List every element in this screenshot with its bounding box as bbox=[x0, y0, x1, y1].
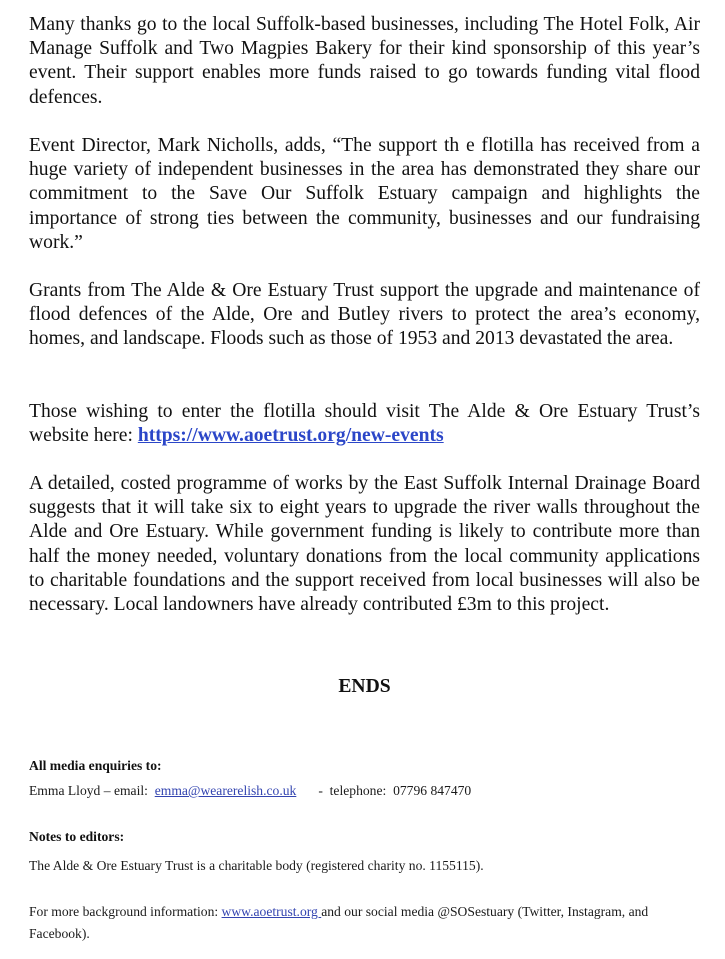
media-enquiries-heading: All media enquiries to: bbox=[29, 758, 162, 773]
new-events-link[interactable]: https://www.aoetrust.org/new-events bbox=[137, 425, 444, 447]
grants-paragraph: Grants from The Alde & Ore Estuary Trust support the upgrade and maintenance of flood defences of the Alde, Ore and Butley rivers to protect the area’s economy, homes, and landscape. Floods such as those of 1953 and 2013 devastated the area. bbox=[29, 280, 700, 350]
flotilla-entry-text: Those wishing to enter the flotilla should visit The Alde & Ore Estuary Trust’s website here: bbox=[29, 401, 700, 447]
flotilla-entry-paragraph bbox=[29, 400, 700, 448]
background-suffix: and our social media @SOSestuary (Twitter, Instagram, and Facebook). bbox=[29, 904, 649, 941]
ends-heading: ENDS bbox=[338, 676, 391, 697]
contact-email-link[interactable]: emma@wearerelish.co.uk bbox=[154, 783, 297, 798]
aoetrust-website-link[interactable]: www.aoetrust.org bbox=[221, 904, 322, 919]
contact-phone: - telephone: 07796 847470 bbox=[318, 783, 472, 798]
background-prefix: For more background information: bbox=[29, 904, 222, 919]
background-info-note bbox=[29, 901, 669, 945]
sponsors-paragraph: Many thanks go to the local Suffolk-based businesses, including The Hotel Folk, Air Manage Suffolk and Two Magpies Bakery for their kind sponsorship of this year’s event. Their support enables more funds raised to go towards funding vital flood defences. bbox=[29, 14, 700, 108]
contact-name: Emma Lloyd – email: bbox=[29, 783, 155, 798]
media-contact-line bbox=[29, 782, 471, 799]
charity-note: The Alde & Ore Estuary Trust is a charitable body (registered charity no. 1155115). bbox=[29, 858, 484, 873]
programme-paragraph: A detailed, costed programme of works by the East Suffolk Internal Drainage Board suggests that it will take six to eight years to upgrade the river walls throughout the Alde and Ore Estuary. While government funding is likely to contribute more than half the money needed, voluntary donations from the local community applications to charitable foundations and the support received from local businesses will also be necessary. Local landowners have already contributed £3m to this project. bbox=[29, 473, 700, 616]
director-quote-paragraph: Event Director, Mark Nicholls, adds, “The support th e flotilla has received from a huge variety of independent businesses in the area has demonstrated they share our commitment to the Save Our Suffolk Estuary campaign and highlights the importance of strong ties between the community, businesses and our fundraising work.” bbox=[29, 135, 700, 253]
notes-to-editors-heading: Notes to editors: bbox=[29, 829, 125, 844]
